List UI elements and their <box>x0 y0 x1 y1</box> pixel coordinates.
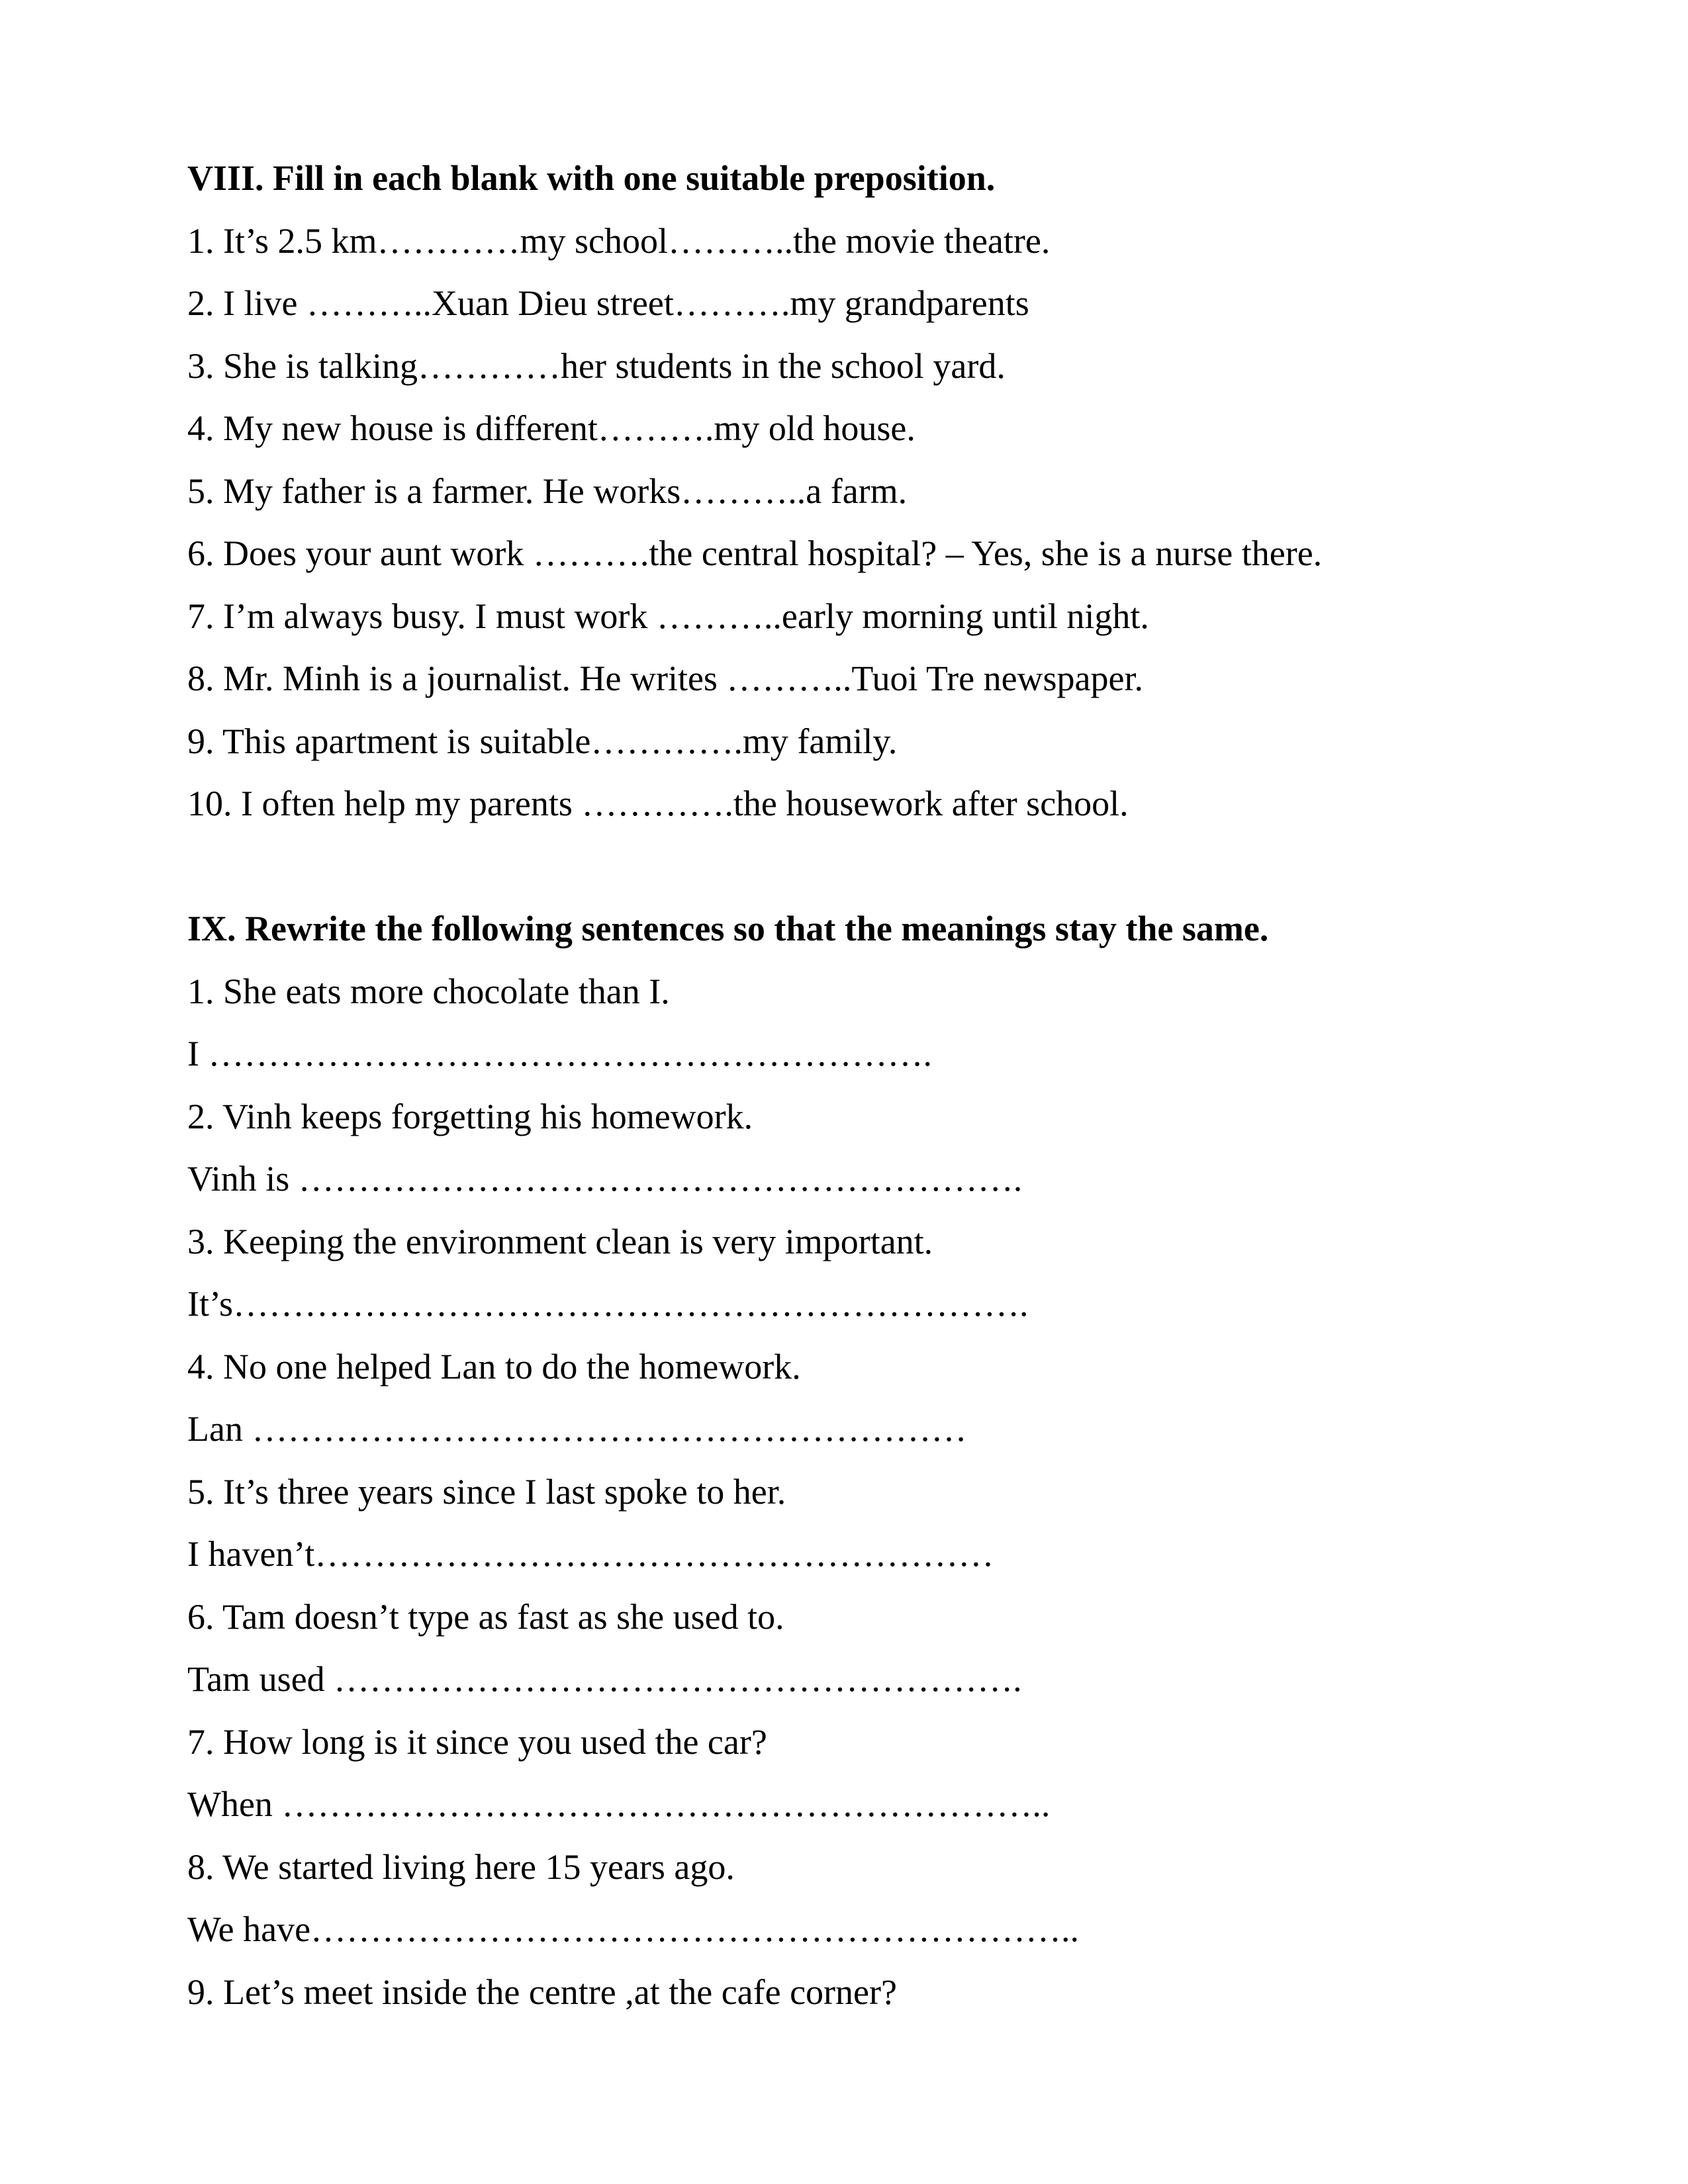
section-ix-heading: IX. Rewrite the following sentences so that the meanings stay the same. <box>187 909 1269 948</box>
worksheet-line: It’s…………………………………………………………. <box>187 1284 1029 1324</box>
worksheet-line: 1. It’s 2.5 km…………my school………..the movie theatre. <box>187 220 1051 261</box>
worksheet-line: When ……………………………………………………….. <box>187 1784 1051 1824</box>
worksheet-line: 6. Tam doesn’t type as fast as she used to. <box>187 1596 784 1637</box>
worksheet-line: 9. This apartment is suitable………….my family. <box>187 721 898 761</box>
worksheet-line: 7. I’m always busy. I must work ………..early morning until night. <box>187 596 1149 636</box>
worksheet-line: 1. She eats more chocolate than I. <box>187 971 670 1011</box>
worksheet-line: I ……………………………………………………. <box>187 1034 932 1073</box>
section-preposition-exercise <box>187 147 1569 835</box>
section-viii-heading: VIII. Fill in each blank with one suitable preposition. <box>187 158 996 198</box>
worksheet-line: 3. Keeping the environment clean is very important. <box>187 1221 933 1261</box>
worksheet-line: 8. We started living here 15 years ago. <box>187 1846 735 1887</box>
worksheet-line: We have……………………………………………………….. <box>187 1909 1080 1949</box>
worksheet-line: 6. Does your aunt work ……….the central hospital? – Yes, she is a nurse there. <box>187 533 1323 573</box>
section-rewrite-exercise <box>187 897 1569 2023</box>
worksheet-line: 4. My new house is different……….my old house. <box>187 408 915 448</box>
worksheet-line: Vinh is ……………………………………………………. <box>187 1159 1023 1199</box>
worksheet-line: 5. My father is a farmer. He works………..a farm. <box>187 471 908 511</box>
worksheet-line: 7. How long is it since you used the car? <box>187 1721 767 1762</box>
worksheet-line: Tam used …………………………………………………. <box>187 1659 1022 1699</box>
worksheet-line: 4. No one helped Lan to do the homework. <box>187 1346 801 1387</box>
worksheet-line: I haven’t………………………………………………… <box>187 1534 994 1574</box>
worksheet-line: 9. Let’s meet inside the centre ,at the cafe corner? <box>187 1972 897 2012</box>
worksheet-line: 8. Mr. Minh is a journalist. He writes ………..Tuoi Tre newspaper. <box>187 659 1143 698</box>
section-viii-lines <box>187 210 1569 835</box>
worksheet-line: Lan …………………………………………………… <box>187 1409 967 1449</box>
worksheet-line: 10. I often help my parents ………….the housework after school. <box>187 784 1129 823</box>
worksheet-line: 2. Vinh keeps forgetting his homework. <box>187 1096 753 1136</box>
section-ix-lines <box>187 960 1569 2024</box>
worksheet-line: 3. She is talking…………her students in the school yard. <box>187 345 1006 386</box>
worksheet-line: 2. I live ………..Xuan Dieu street……….my grandparents <box>187 283 1029 323</box>
worksheet-line: 5. It’s three years since I last spoke to her. <box>187 1471 786 1512</box>
